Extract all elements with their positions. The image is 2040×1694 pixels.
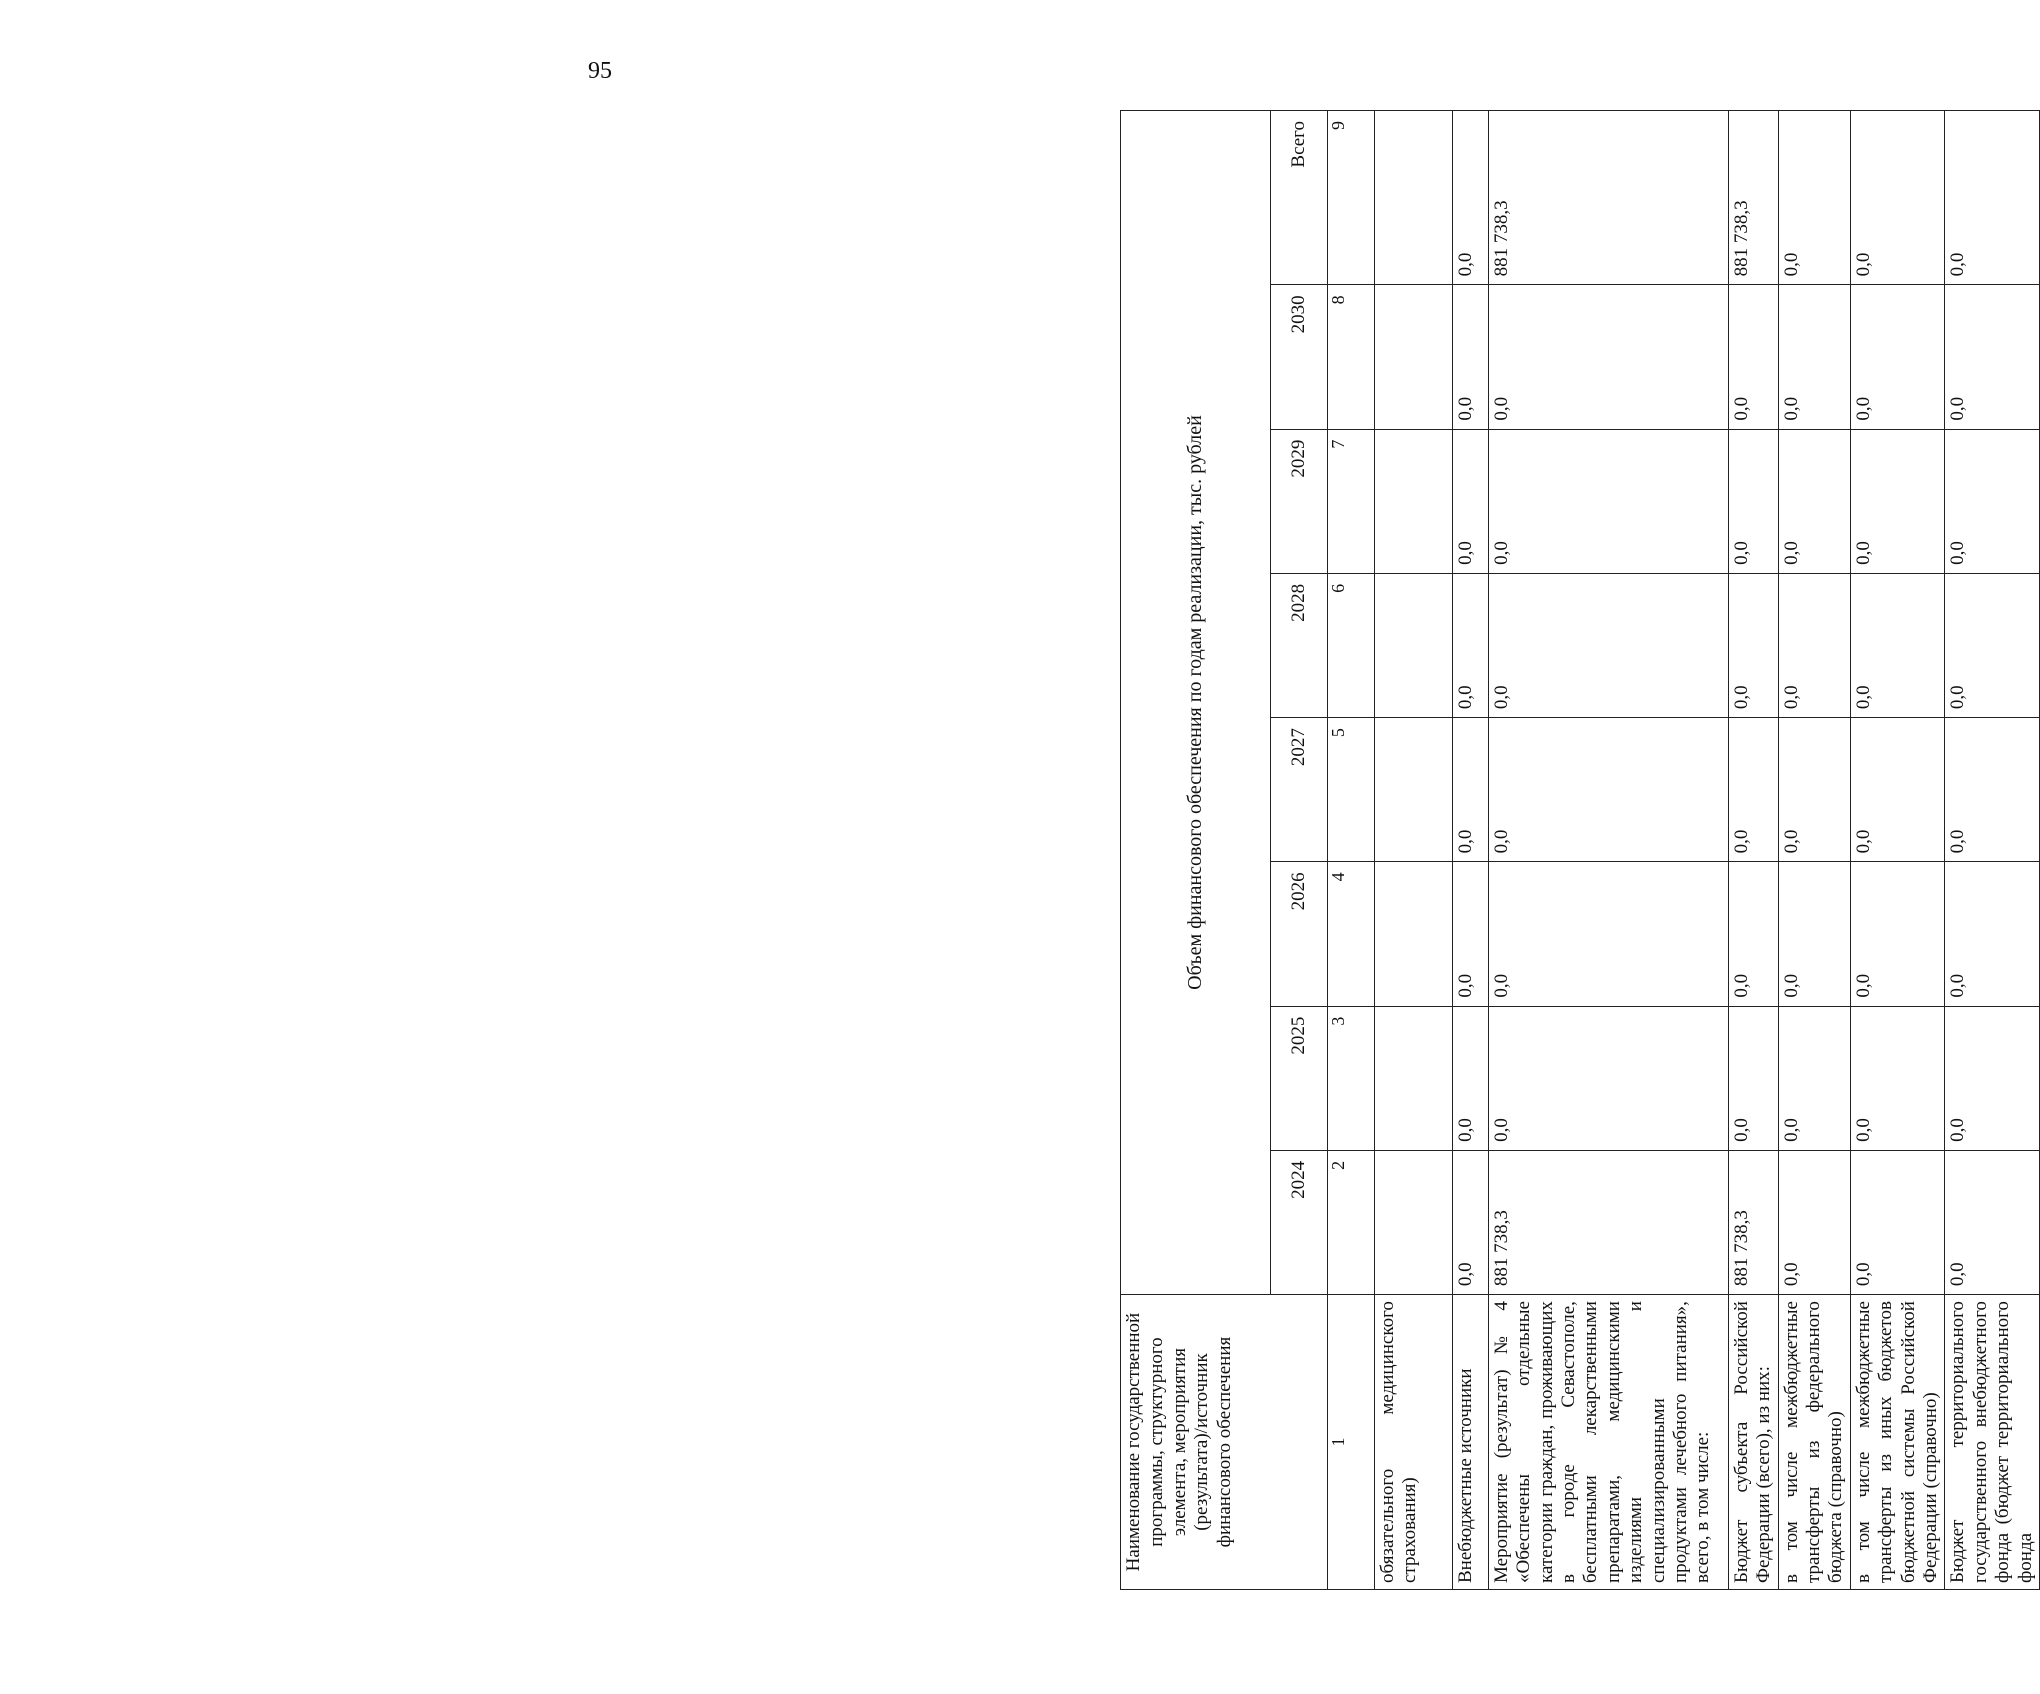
row-name-cell: Бюджет территориального государственного внебюджетного фонда (бюджет территориального фонда <box>1945 1295 2040 1590</box>
row-value-cell: 0,0 <box>1850 862 1945 1006</box>
row-value-cell: 0,0 <box>1850 285 1945 429</box>
row-value-cell: 0,0 <box>1488 1006 1728 1150</box>
table-row <box>1488 111 1728 1590</box>
row-value-cell <box>1374 429 1452 573</box>
column-number-cell: 2 <box>1328 1150 1375 1294</box>
rotated-table-wrapper <box>1120 110 2040 1590</box>
row-value-cell: 0,0 <box>1452 285 1488 429</box>
row-value-cell: 0,0 <box>1728 573 1778 717</box>
column-number-cell: 5 <box>1328 718 1375 862</box>
row-value-cell: 0,0 <box>1945 1006 2040 1150</box>
header-name-column: Наименование государственной программы, структурного элемента, мероприятия (результата)/источник финансового обеспечения <box>1121 1295 1328 1590</box>
row-value-cell: 0,0 <box>1452 429 1488 573</box>
header-year-cell: 2026 <box>1271 862 1328 1006</box>
row-name-cell: в том числе межбюджетные трансферты из федерального бюджета (справочно) <box>1778 1295 1850 1590</box>
header-row <box>1121 111 1271 1590</box>
row-value-cell: 0,0 <box>1488 285 1728 429</box>
header-volume-title: Объем финансового обеспечения по годам реализации, тыс. рублей <box>1121 111 1271 1295</box>
row-value-cell: 0,0 <box>1452 718 1488 862</box>
row-value-cell: 0,0 <box>1778 111 1850 285</box>
row-name-cell: в том числе межбюджетные трансферты из иных бюджетов бюджетной системы Российской Федерации (справочно) <box>1850 1295 1945 1590</box>
row-value-cell: 0,0 <box>1728 429 1778 573</box>
row-value-cell: 881 738,3 <box>1728 1150 1778 1294</box>
row-value-cell: 0,0 <box>1728 718 1778 862</box>
row-value-cell: 0,0 <box>1452 111 1488 285</box>
row-value-cell: 0,0 <box>1945 285 2040 429</box>
row-value-cell: 0,0 <box>1488 862 1728 1006</box>
row-value-cell: 0,0 <box>1488 718 1728 862</box>
row-value-cell: 0,0 <box>1488 573 1728 717</box>
column-number-cell: 7 <box>1328 429 1375 573</box>
row-value-cell: 0,0 <box>1488 429 1728 573</box>
header-year-cell: 2027 <box>1271 718 1328 862</box>
header-colnum-row <box>1328 111 1375 1590</box>
table-row <box>1778 111 1850 1590</box>
row-value-cell: 0,0 <box>1728 285 1778 429</box>
row-value-cell: 881 738,3 <box>1488 1150 1728 1294</box>
row-value-cell: 0,0 <box>1945 862 2040 1006</box>
table-row <box>1945 111 2040 1590</box>
header-year-cell: 2025 <box>1271 1006 1328 1150</box>
header-year-cell: 2028 <box>1271 573 1328 717</box>
row-value-cell: 0,0 <box>1728 862 1778 1006</box>
column-number-cell: 1 <box>1328 1295 1375 1590</box>
header-year-cell: Всего <box>1271 111 1328 285</box>
row-value-cell <box>1374 1006 1452 1150</box>
table-row <box>1374 111 1452 1590</box>
row-value-cell <box>1374 285 1452 429</box>
row-value-cell: 0,0 <box>1778 1150 1850 1294</box>
table-row <box>1728 111 1778 1590</box>
row-name-cell: Бюджет субъекта Российской Федерации (всего), из них: <box>1728 1295 1778 1590</box>
table-row <box>1850 111 1945 1590</box>
row-value-cell <box>1374 862 1452 1006</box>
row-value-cell <box>1374 573 1452 717</box>
page-number: 95 <box>588 58 612 84</box>
row-value-cell: 0,0 <box>1778 1006 1850 1150</box>
column-number-cell: 6 <box>1328 573 1375 717</box>
row-value-cell: 0,0 <box>1850 111 1945 285</box>
column-number-cell: 3 <box>1328 1006 1375 1150</box>
header-year-cell: 2029 <box>1271 429 1328 573</box>
row-value-cell: 0,0 <box>1778 429 1850 573</box>
row-value-cell: 0,0 <box>1778 862 1850 1006</box>
header-year-cell: 2024 <box>1271 1150 1328 1294</box>
row-value-cell: 0,0 <box>1778 718 1850 862</box>
row-value-cell: 0,0 <box>1778 573 1850 717</box>
row-value-cell: 0,0 <box>1728 1006 1778 1150</box>
row-value-cell: 0,0 <box>1850 1150 1945 1294</box>
row-value-cell: 0,0 <box>1945 111 2040 285</box>
table-body <box>1121 111 2040 1590</box>
column-number-cell: 8 <box>1328 285 1375 429</box>
column-number-cell: 9 <box>1328 111 1375 285</box>
row-value-cell: 0,0 <box>1452 862 1488 1006</box>
row-value-cell: 0,0 <box>1850 573 1945 717</box>
row-value-cell: 881 738,3 <box>1728 111 1778 285</box>
row-value-cell: 881 738,3 <box>1488 111 1728 285</box>
row-value-cell: 0,0 <box>1945 429 2040 573</box>
header-year-cell: 2030 <box>1271 285 1328 429</box>
row-value-cell <box>1374 718 1452 862</box>
row-value-cell: 0,0 <box>1778 285 1850 429</box>
row-value-cell: 0,0 <box>1945 573 2040 717</box>
row-name-cell: обязательного медицинского страхования) <box>1374 1295 1452 1590</box>
column-number-cell: 4 <box>1328 862 1375 1006</box>
financing-table <box>1120 110 2040 1590</box>
row-name-cell: Мероприятие (результат) № 4 «Обеспечены отдельные категории граждан, проживающих в городе Севастополе, бесплатными лекарственными препаратами, медицинскими изделиями и специализированными продуктами лечебного питания», всего, в том числе: <box>1488 1295 1728 1590</box>
row-value-cell: 0,0 <box>1452 1006 1488 1150</box>
row-value-cell: 0,0 <box>1945 1150 2040 1294</box>
row-value-cell <box>1374 111 1452 285</box>
table-row <box>1452 111 1488 1590</box>
row-value-cell: 0,0 <box>1945 718 2040 862</box>
row-value-cell: 0,0 <box>1850 1006 1945 1150</box>
row-name-cell: Внебюджетные источники <box>1452 1295 1488 1590</box>
row-value-cell: 0,0 <box>1452 573 1488 717</box>
row-value-cell: 0,0 <box>1452 1150 1488 1294</box>
row-value-cell <box>1374 1150 1452 1294</box>
row-value-cell: 0,0 <box>1850 429 1945 573</box>
row-value-cell: 0,0 <box>1850 718 1945 862</box>
